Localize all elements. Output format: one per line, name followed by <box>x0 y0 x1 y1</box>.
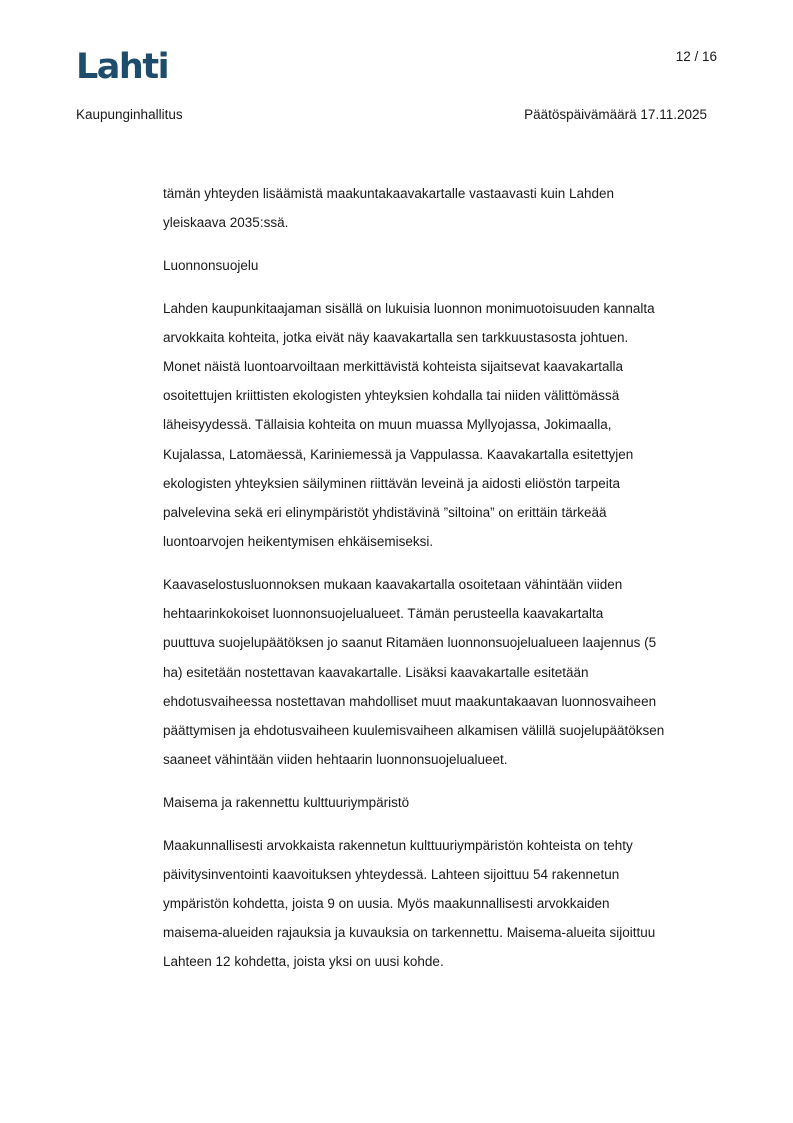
text-line: ympäristön kohdetta, joista 9 on uusia. Myös maakunnallisesti arvokkaiden <box>163 895 610 911</box>
lahti-logo <box>76 47 168 81</box>
text-line: Kujalassa, Latomäessä, Kariniemessä ja Vappulassa. Kaavakartalla esitettyjen <box>163 446 634 462</box>
paragraph <box>163 831 723 977</box>
text-line: Kaavaselostusluonnoksen mukaan kaavakartalla osoitetaan vähintään viiden <box>163 576 623 592</box>
text-line: yleiskaava 2035:ssä. <box>163 215 289 231</box>
text-line: luontoarvojen heikentymisen ehkäisemiseksi. <box>163 534 434 550</box>
section-heading-luonnonsuojelu: Luonnonsuojelu <box>163 257 259 273</box>
text-line: osoitettujen kriittisten ekologisten yhteyksien kohdalla tai niiden välittömässä <box>163 388 620 404</box>
text-line: päättymisen ja ehdotusvaiheen kuulemisvaiheen alkamisen välillä suojelupäätöksen <box>163 722 665 738</box>
text-line: tämän yhteyden lisäämistä maakuntakaavakartalle vastaavasti kuin Lahden <box>163 186 615 201</box>
text-line: ha) esitetään nostettavan kaavakartalle. Lisäksi kaavakartalle esitetään <box>163 664 589 680</box>
text-line: Lahteen 12 kohdetta, joista yksi on uusi kohde. <box>163 954 444 970</box>
text-line: palvelevina sekä eri elinympäristöt yhdistävinä ”siltoina” on erittäin tärkeää <box>163 505 607 521</box>
document-body <box>163 179 723 990</box>
text-line: saaneet vähintään viiden hehtaarin luonnonsuojelualueet. <box>163 752 508 768</box>
text-line: Monet näistä luontoarvoiltaan merkittävistä kohteista sijaitsevat kaavakartalla <box>163 359 623 375</box>
paragraph <box>163 179 723 237</box>
text-line: puuttuva suojelupäätöksen jo saanut Ritamäen luonnonsuojelualueen laajennus (5 <box>163 635 657 651</box>
text-line: ekologisten yhteyksien säilyminen riittävän leveinä ja aidosti eliöstön tarpeita <box>163 475 621 491</box>
text-line: Lahden kaupunkitaajaman sisällä on lukuisia luonnon monimuotoisuuden kannalta <box>163 300 655 316</box>
text-line: maisema-alueiden rajauksia ja kuvauksia on tarkennettu. Maisema-alueita sijoittuu <box>163 925 656 941</box>
paragraph <box>163 294 723 557</box>
page-number: 12 / 16 <box>675 49 717 64</box>
body-name: Kaupunginhallitus <box>76 107 183 122</box>
section-heading-maisema: Maisema ja rakennettu kulttuuriympäristö <box>163 794 410 810</box>
text-line: päivitysinventointi kaavoituksen yhteydessä. Lahteen sijoittuu 54 rakennetun <box>163 866 620 882</box>
lahti-logo-text: Lahti <box>76 47 168 81</box>
paragraph <box>163 570 723 774</box>
text-line: läheisyydessä. Tällaisia kohteita on muun muassa Myllyojassa, Jokimaalla, <box>163 417 612 433</box>
text-line: arvokkaita kohteita, jotka eivät näy kaavakartalla sen tarkkuustasosta johtuen. <box>163 329 629 345</box>
text-line: ehdotusvaiheessa nostettavan mahdolliset muut maakuntakaavan luonnosvaiheen <box>163 693 657 709</box>
decision-date: Päätöspäivämäärä 17.11.2025 <box>524 107 707 122</box>
text-line: Maakunnallisesti arvokkaista rakennetun kulttuuriympäristön kohteista on tehty <box>163 837 633 853</box>
text-line: hehtaarinkokoiset luonnonsuojelualueet. Tämän perusteella kaavakartalta <box>163 606 604 622</box>
